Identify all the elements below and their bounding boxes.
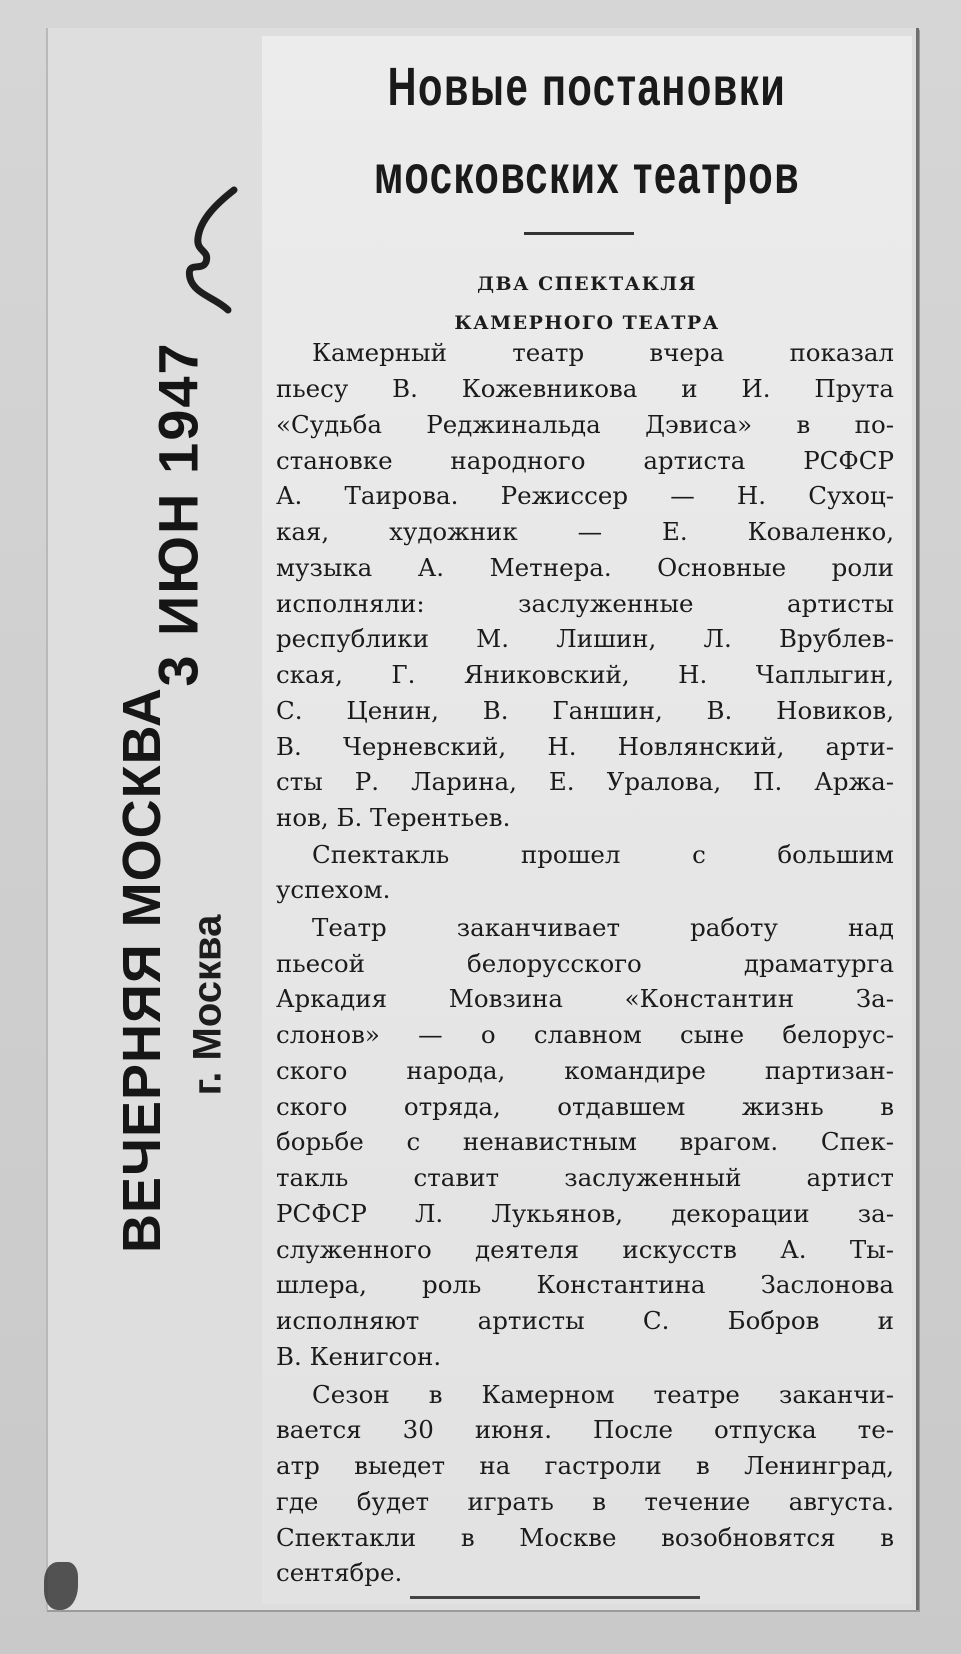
article-line: ского народа, командире партизан- [276, 1056, 894, 1085]
article-line: «Судьба Реджинальда Дэвиса» в по- [276, 410, 894, 439]
headline-line-1: Новые постановки [387, 57, 787, 117]
newspaper-name-stamp: ВЕЧЕРНЯЯ МОСКВА [112, 687, 172, 1253]
article-line: Аркадия Мовзина «Константин За- [276, 984, 894, 1013]
ink-smudge [44, 1562, 78, 1610]
article-line: РСФСР Л. Лукьянов, декорации за- [276, 1199, 894, 1228]
article-line: Театр заканчивает работу над [312, 913, 894, 942]
article-line: кая, художник — Е. Коваленко, [276, 517, 894, 546]
article-line: ская, Г. Яниковский, Н. Чаплыгин, [276, 660, 894, 689]
article-line: атр выедет на гастроли в Ленинград, [276, 1451, 894, 1480]
handwritten-pencil-mark [176, 186, 246, 316]
city-stamp: г. Москва [185, 914, 230, 1096]
subheadline-line-2: КАМЕРНОГО ТЕАТРА [454, 312, 720, 334]
article-line: Спектакли в Москве возобновятся в [276, 1523, 894, 1552]
article-line: служенного деятеля искусств А. Ты- [276, 1235, 894, 1264]
subheadline-line-1: ДВА СПЕКТАКЛЯ [477, 273, 697, 295]
article-line: такль ставит заслуженный артист [276, 1163, 894, 1192]
article-line: успехом. [276, 875, 391, 904]
article-line: становке народного артиста РСФСР [276, 446, 894, 475]
headline-line-2: московских театров [373, 145, 801, 205]
article-line: Спектакль прошел с большим [312, 840, 894, 869]
article-line: где будет играть в течение августа. [276, 1487, 894, 1516]
article-line: исполняли: заслуженные артисты [276, 589, 894, 618]
article-line: республики М. Лишин, Л. Врублев- [276, 624, 894, 653]
article-line: С. Ценин, В. Ганшин, В. Новиков, [276, 696, 894, 725]
article-line: слонов» — о славном сыне белорус- [276, 1020, 894, 1049]
article-line: Камерный театр вчера показал [312, 338, 894, 367]
article-line: музыка А. Метнера. Основные роли [276, 553, 894, 582]
bottom-divider [410, 1596, 700, 1599]
article-line: ского отряда, отдавшем жизнь в [276, 1092, 894, 1121]
date-stamp: 3 ИЮН 1947 [146, 341, 210, 687]
article-line: пьесой белорусского драматурга [276, 949, 894, 978]
article-line: А. Таирова. Режиссер — Н. Сухоц- [276, 481, 894, 510]
article-line: В. Черневский, Н. Новлянский, арти- [276, 732, 894, 761]
article-line: нов, Б. Терентьев. [276, 803, 511, 832]
article-line: борьбе с ненавистным врагом. Спек- [276, 1127, 894, 1156]
article-line: сты Р. Ларина, Е. Уралова, П. Аржа- [276, 767, 894, 796]
article-line: пьесу В. Кожевникова и И. Прута [276, 374, 894, 403]
article-line: вается 30 июня. После отпуска те- [276, 1415, 894, 1444]
article-line: Сезон в Камерном театре заканчи- [312, 1380, 894, 1409]
headline-divider [524, 232, 634, 235]
article-line: исполняют артисты С. Бобров и [276, 1306, 894, 1335]
article-line: сентябре. [276, 1558, 403, 1587]
article-line: В. Кенигсон. [276, 1342, 442, 1371]
article-line: шлера, роль Константина Заслонова [276, 1270, 894, 1299]
